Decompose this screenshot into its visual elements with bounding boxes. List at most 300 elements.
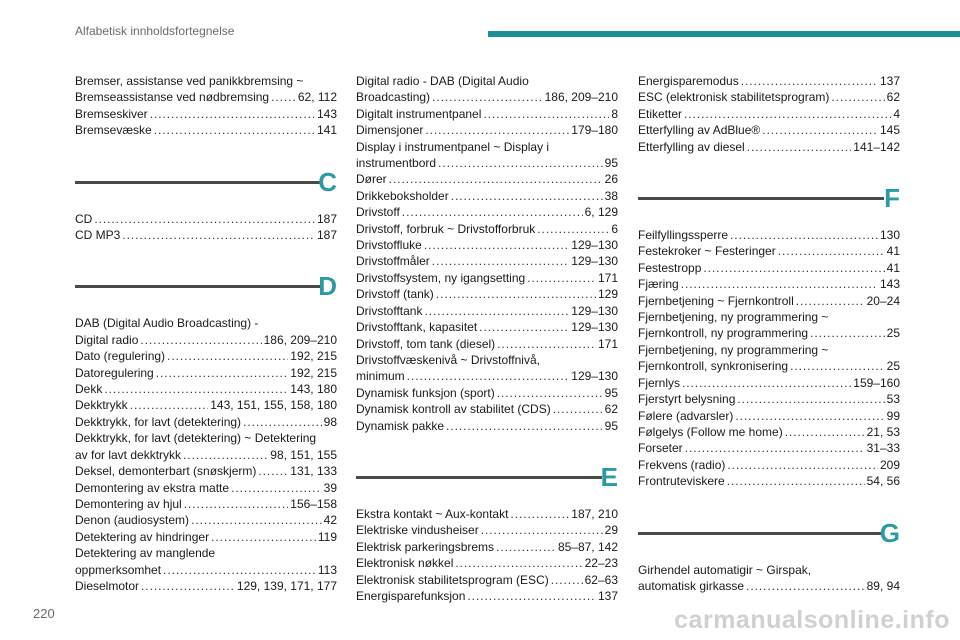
index-entry xyxy=(638,424,900,440)
index-entry xyxy=(638,473,900,489)
index-entry-line xyxy=(75,447,337,463)
index-entry xyxy=(638,342,900,375)
dot-leader xyxy=(497,385,603,401)
index-entry-text: Energisparemodus xyxy=(638,74,739,88)
dot-leader xyxy=(785,424,865,440)
index-entry xyxy=(75,414,337,430)
index-entry-text: Dato (regulering) xyxy=(75,349,166,364)
section-letter: C xyxy=(318,166,337,197)
index-entry-line xyxy=(75,529,337,545)
dot-leader xyxy=(191,512,322,528)
index-entry-leading-line: Bremser, assistanse ved panikkbremsing ~ xyxy=(75,74,304,88)
index-entry-pages: 159–160 xyxy=(853,375,900,390)
index-entry-leading-line: Girhendel automatigir ~ Girspak, xyxy=(638,562,812,577)
watermark: carmanualsonline.info xyxy=(674,606,950,634)
index-entry-line xyxy=(638,578,900,594)
index-entry-text: Dekktrykk xyxy=(75,398,128,413)
dot-leader xyxy=(258,463,288,479)
index-entry-line xyxy=(75,496,337,512)
index-entry-text: instrumentbord xyxy=(356,156,437,171)
index-entry-line xyxy=(75,106,337,122)
index-entry xyxy=(356,588,618,604)
index-entry xyxy=(356,188,618,204)
index-entry-text: Fjerstyrt belysning xyxy=(638,392,736,407)
dot-leader xyxy=(122,227,315,243)
index-entry-text: Dieselmotor xyxy=(75,578,140,593)
index-entry-line xyxy=(356,319,618,335)
index-entry xyxy=(356,122,618,138)
index-entry-line xyxy=(638,260,900,276)
index-entry-text: Følere (advarsler) xyxy=(638,408,734,423)
index-entry-line xyxy=(356,336,618,352)
index-entry xyxy=(356,171,618,187)
index-entry-line xyxy=(638,375,900,391)
index-entry-text: Elektriske vindusheiser xyxy=(356,523,479,538)
section-header xyxy=(75,165,337,205)
index-entry xyxy=(356,237,618,253)
index-entry-pages: 38 xyxy=(604,188,618,203)
index-entry-line xyxy=(75,332,337,348)
dot-leader xyxy=(790,358,885,374)
index-entry-line xyxy=(356,237,618,253)
index-entry-text: av for lavt dekktrykk xyxy=(75,447,182,462)
index-entry-text: Dekktrykk, for lavt (detektering) xyxy=(75,414,242,429)
index-entry-pages: 186, 209–210 xyxy=(263,332,337,347)
index-entry xyxy=(638,139,900,155)
index-entry xyxy=(638,440,900,456)
dot-leader xyxy=(438,155,603,171)
index-entry-text: Festestropp xyxy=(638,260,702,275)
index-entry-text: Demontering av hjul xyxy=(75,496,182,511)
index-entry xyxy=(356,385,618,401)
index-entry-pages: 39 xyxy=(323,480,337,495)
index-entry-text: Dører xyxy=(356,172,387,187)
dot-leader xyxy=(527,270,596,286)
index-entry-pages: 62–63 xyxy=(584,572,618,587)
index-entry-pages: 171 xyxy=(597,336,618,351)
index-entry-pages: 131, 133 xyxy=(290,464,337,479)
index-entry-line xyxy=(356,506,618,522)
index-entry-pages: 31–33 xyxy=(866,441,900,456)
index-entry-pages: 85–87, 142 xyxy=(557,539,618,554)
index-entry-line xyxy=(75,463,337,479)
dot-leader xyxy=(150,106,315,122)
index-entry-text: Drivstoffmåler xyxy=(356,254,430,269)
index-entry xyxy=(638,562,900,595)
dot-leader xyxy=(537,221,609,237)
index-entry-pages: 98 xyxy=(323,414,337,429)
index-entry xyxy=(75,578,337,594)
dot-leader xyxy=(154,122,315,138)
index-entry-line xyxy=(75,348,337,364)
index-entry-text: Drivstoffluke xyxy=(356,238,422,253)
index-entry-text: Drivstoff, tom tank (diesel) xyxy=(356,336,496,351)
index-entry-pages: 187 xyxy=(316,228,337,243)
dot-leader xyxy=(685,440,865,456)
index-entry-pages: 156–158 xyxy=(290,496,337,511)
index-entry-line xyxy=(356,522,618,538)
index-entry xyxy=(638,122,900,138)
index-entry xyxy=(638,309,900,342)
index-entry-line xyxy=(638,473,900,489)
dot-leader xyxy=(424,237,569,253)
index-entry-line xyxy=(638,440,900,456)
dot-leader xyxy=(451,188,603,204)
index-entry-line xyxy=(356,204,618,220)
index-entry xyxy=(356,555,618,571)
dot-leader xyxy=(432,253,569,269)
index-entry xyxy=(356,539,618,555)
index-entry xyxy=(638,73,900,89)
index-entry-pages: 137 xyxy=(597,588,618,603)
index-entry-text: Datoregulering xyxy=(75,365,154,380)
index-entry-pages: 62, 112 xyxy=(297,90,337,105)
index-entry xyxy=(356,572,618,588)
section-header xyxy=(638,181,900,221)
section-divider xyxy=(638,532,884,535)
index-entry-pages: 98, 151, 155 xyxy=(270,447,337,462)
index-entry xyxy=(75,430,337,463)
index-entry-pages: 192, 215 xyxy=(290,365,337,380)
index-entry-pages: 41 xyxy=(886,244,900,259)
index-entry-line xyxy=(356,122,618,138)
index-entry-text: Bremseassistanse ved nødbremsing xyxy=(75,90,270,105)
index-entry xyxy=(75,397,337,413)
dot-leader xyxy=(183,447,268,463)
dot-leader xyxy=(402,204,583,220)
index-entry-line xyxy=(75,365,337,381)
index-entry-line xyxy=(356,303,618,319)
index-entry-line xyxy=(638,457,900,473)
index-entry-line xyxy=(638,227,900,243)
index-entry xyxy=(356,253,618,269)
dot-leader xyxy=(703,260,884,276)
index-entry-pages: 95 xyxy=(604,385,618,400)
index-entry-pages: 6, 129 xyxy=(584,205,618,220)
index-entry-pages: 6 xyxy=(611,221,618,236)
index-entry-pages: 113 xyxy=(317,562,337,577)
index-entry xyxy=(638,89,900,105)
index-entry-leading-line: Display i instrumentpanel ~ Display i xyxy=(356,139,550,154)
page-number: 220 xyxy=(33,606,55,621)
index-entry-pages: 25 xyxy=(886,359,900,374)
index-entry-line xyxy=(356,106,618,122)
index-entry-line xyxy=(356,253,618,269)
index-entry-pages: 143, 151, 155, 158, 180 xyxy=(210,398,337,413)
dot-leader xyxy=(735,408,884,424)
index-entry-text: Deksel, demonterbart (snøskjerm) xyxy=(75,464,257,479)
dot-leader xyxy=(94,211,315,227)
section-letter: E xyxy=(600,461,618,492)
section-header xyxy=(75,269,337,309)
dot-leader xyxy=(497,336,596,352)
index-entry-line xyxy=(356,221,618,237)
index-entry-pages: 22–23 xyxy=(584,556,618,571)
index-entry-pages: 192, 215 xyxy=(290,349,337,364)
dot-leader xyxy=(481,522,603,538)
index-entry-text: Digital radio xyxy=(75,332,139,347)
index-entry xyxy=(75,512,337,528)
index-entry-text: Broadcasting) xyxy=(356,90,431,105)
dot-leader xyxy=(553,401,603,417)
index-entry-text: Dekk xyxy=(75,382,103,397)
index-entry-text: Frekvens (radio) xyxy=(638,457,726,472)
dot-leader xyxy=(446,418,603,434)
index-entry-text: Etterfylling av diesel xyxy=(638,139,745,154)
index-entry-text: Drikkeboksholder xyxy=(356,188,449,203)
index-entry-pages: 209 xyxy=(879,457,900,472)
dot-leader xyxy=(762,122,878,138)
dot-leader xyxy=(684,106,891,122)
index-entry-line xyxy=(75,480,337,496)
index-entry-leading-line: Fjernbetjening, ny programmering ~ xyxy=(638,310,829,325)
index-entry-text: Fjernkontroll, ny programmering xyxy=(638,326,809,341)
index-entry-line xyxy=(356,188,618,204)
dot-leader xyxy=(747,139,852,155)
index-entry-pages: 119 xyxy=(317,529,337,544)
index-entry-text: oppmerksomhet xyxy=(75,562,162,577)
index-entry xyxy=(75,211,337,227)
section-letter: F xyxy=(884,183,900,214)
section-divider xyxy=(356,476,602,479)
index-entry-line xyxy=(638,106,900,122)
index-entry xyxy=(356,506,618,522)
index-entry-pages: 129–130 xyxy=(571,238,618,253)
index-entry-text: Dimensjoner xyxy=(356,123,424,138)
index-entry-line xyxy=(356,539,618,555)
index-entry-leading-line: Digital radio - DAB (Digital Audio xyxy=(356,74,529,88)
header-title: Alfabetisk innholdsfortegnelse xyxy=(75,24,235,38)
dot-leader xyxy=(156,365,289,381)
index-entry-pages: 42 xyxy=(323,513,337,528)
index-entry-line xyxy=(638,391,900,407)
dot-leader xyxy=(510,506,569,522)
index-entry xyxy=(75,496,337,512)
dot-leader xyxy=(104,381,288,397)
index-entry-pages: 129–130 xyxy=(571,369,618,384)
index-entry-line xyxy=(75,414,337,430)
index-entry-pages: 20–24 xyxy=(866,293,900,308)
index-entry-leading-line: Dekktrykk, for lavt (detektering) ~ Detektering xyxy=(75,431,317,446)
index-entry-pages: 143 xyxy=(316,106,337,121)
index-entry-text: Energisparefunksjon xyxy=(356,588,466,603)
index-entry-text: Dynamisk kontroll av stabilitet (CDS) xyxy=(356,402,551,417)
index-entry-line xyxy=(356,401,618,417)
index-entry xyxy=(75,315,337,348)
index-entry-text: Detektering av hindringer xyxy=(75,529,210,544)
index-entry-pages: 25 xyxy=(886,326,900,341)
dot-leader xyxy=(432,89,543,105)
index-entry xyxy=(638,375,900,391)
index-entry-line xyxy=(356,555,618,571)
index-entry xyxy=(638,227,900,243)
index-entry xyxy=(75,122,337,138)
index-entry-pages: 187 xyxy=(316,211,337,226)
dot-leader xyxy=(741,73,878,89)
index-entry-pages: 137 xyxy=(879,74,900,88)
dot-leader xyxy=(243,414,322,430)
index-entry-text: Elektronisk nøkkel xyxy=(356,556,454,571)
index-entry-text: Etterfylling av AdBlue® xyxy=(638,123,761,138)
index-entry xyxy=(356,352,618,385)
index-entry-text: Demontering av ekstra matte xyxy=(75,480,230,495)
dot-leader xyxy=(737,391,884,407)
index-entry xyxy=(356,401,618,417)
index-entry xyxy=(356,204,618,220)
index-entry-text: Frontruteviskere xyxy=(638,474,725,489)
dot-leader xyxy=(831,89,884,105)
dot-leader xyxy=(796,293,865,309)
index-entry-pages: 129, 139, 171, 177 xyxy=(236,578,337,593)
index-entry-line xyxy=(356,368,618,384)
index-entry-text: Fjernbetjening ~ Fjernkontroll xyxy=(638,293,794,308)
index-entry-text: Fjernlys xyxy=(638,375,681,390)
dot-leader xyxy=(727,473,865,489)
index-entry-pages: 95 xyxy=(604,418,618,433)
index-entry-pages: 95 xyxy=(604,156,618,171)
index-entry xyxy=(75,545,337,578)
index-entry xyxy=(75,365,337,381)
index-entry-pages: 129–130 xyxy=(571,254,618,269)
index-entry-pages: 41 xyxy=(886,260,900,275)
dot-leader xyxy=(389,171,603,187)
section-header xyxy=(356,460,618,500)
index-entry-pages: 129–130 xyxy=(571,303,618,318)
section-divider xyxy=(75,285,321,288)
dot-leader xyxy=(810,325,885,341)
index-entry-line xyxy=(75,227,337,243)
index-entry-line xyxy=(638,122,900,138)
index-entry-line xyxy=(356,418,618,434)
dot-leader xyxy=(483,106,609,122)
index-entry-pages: 129 xyxy=(597,287,618,302)
index-entry-leading-line: Detektering av manglende xyxy=(75,546,216,561)
index-entry-line xyxy=(638,139,900,155)
dot-leader xyxy=(163,562,316,578)
index-entry-pages: 143, 180 xyxy=(290,382,337,397)
index-entry xyxy=(638,408,900,424)
index-entry-line xyxy=(638,73,900,89)
index-entry-pages: 141–142 xyxy=(853,139,900,154)
index-entry-text: Drivstoff, forbruk ~ Drivstofforbruk xyxy=(356,221,536,236)
index-entry-pages: 8 xyxy=(611,106,618,121)
index-entry xyxy=(75,529,337,545)
index-entry-text: Drivstoff xyxy=(356,205,400,220)
index-entry-text: Bremsevæske xyxy=(75,123,152,138)
index-entry-line xyxy=(638,358,900,374)
index-entry-pages: 171 xyxy=(597,270,618,285)
index-entry xyxy=(356,319,618,335)
index-entry-line xyxy=(75,89,337,105)
index-entry-text: Drivstofftank, kapasitet xyxy=(356,320,478,335)
index-entry xyxy=(356,336,618,352)
index-entry-pages: 4 xyxy=(893,106,900,121)
index-entry xyxy=(75,227,337,243)
index-entry-line xyxy=(638,408,900,424)
dot-leader xyxy=(551,572,583,588)
index-entry-line xyxy=(75,122,337,138)
dot-leader xyxy=(479,319,569,335)
index-entry-pages: 26 xyxy=(604,172,618,187)
index-entry-line xyxy=(75,381,337,397)
section-header xyxy=(638,516,900,556)
dot-leader xyxy=(730,227,878,243)
index-entry xyxy=(356,221,618,237)
index-entry-leading-line: DAB (Digital Audio Broadcasting) - xyxy=(75,316,259,331)
dot-leader xyxy=(407,368,570,384)
index-entry-line xyxy=(356,385,618,401)
dot-leader xyxy=(436,286,596,302)
index-entry-pages: 179–180 xyxy=(571,123,618,138)
index-entry xyxy=(356,73,618,106)
index-entry-text: Elektrisk parkeringsbrems xyxy=(356,539,495,554)
index-entry xyxy=(356,139,618,172)
index-entry-line xyxy=(75,397,337,413)
index-entry-pages: 29 xyxy=(604,523,618,538)
index-entry xyxy=(75,480,337,496)
dot-leader xyxy=(424,303,569,319)
dot-leader xyxy=(496,539,556,555)
index-entry-text: automatisk girkasse xyxy=(638,578,745,593)
dot-leader xyxy=(455,555,582,571)
index-entry-text: minimum xyxy=(356,369,405,384)
dot-leader xyxy=(425,122,569,138)
index-entry-line xyxy=(638,424,900,440)
index-entry xyxy=(638,391,900,407)
index-entry xyxy=(356,106,618,122)
index-entry-line xyxy=(356,588,618,604)
index-entry-text: Bremseskiver xyxy=(75,106,148,121)
index-entry xyxy=(356,303,618,319)
dot-leader xyxy=(682,375,851,391)
index-entry-pages: 143 xyxy=(879,277,900,292)
index-entry-pages: 62 xyxy=(886,90,900,105)
dot-leader xyxy=(130,397,209,413)
index-entry-line xyxy=(638,276,900,292)
dot-leader xyxy=(746,578,865,594)
index-entry-text: Dynamisk pakke xyxy=(356,418,445,433)
index-entry-line xyxy=(75,211,337,227)
index-entry-line xyxy=(638,243,900,259)
index-entry-line xyxy=(356,572,618,588)
index-entry-pages: 62 xyxy=(604,402,618,417)
index-entry-line xyxy=(356,155,618,171)
index-entry-text: Drivstofftank xyxy=(356,303,423,318)
index-entry-pages: 129–130 xyxy=(571,320,618,335)
index-entry-text: CD xyxy=(75,211,93,226)
index-column-1 xyxy=(75,73,337,594)
dot-leader xyxy=(231,480,322,496)
index-entry-line xyxy=(75,562,337,578)
section-divider xyxy=(75,181,321,184)
index-entry-line xyxy=(638,293,900,309)
index-entry-line xyxy=(356,286,618,302)
index-entry-line xyxy=(356,89,618,105)
section-divider xyxy=(638,197,884,200)
dot-leader xyxy=(167,348,288,364)
index-entry-pages: 130 xyxy=(879,228,900,243)
dot-leader xyxy=(778,243,885,259)
index-entry-text: Drivstoffsystem, ny igangsetting xyxy=(356,270,526,285)
index-entry-text: Fjernkontroll, synkronisering xyxy=(638,359,789,374)
dot-leader xyxy=(140,332,261,348)
index-entry-text: Elektronisk stabilitetsprogram (ESC) xyxy=(356,572,549,587)
index-entry-pages: 187, 210 xyxy=(571,506,618,521)
index-entry-text: Ekstra kontakt ~ Aux-kontakt xyxy=(356,506,509,521)
index-entry-line xyxy=(75,512,337,528)
index-entry-text: Denon (audiosystem) xyxy=(75,513,190,528)
index-entry-pages: 145 xyxy=(879,123,900,138)
